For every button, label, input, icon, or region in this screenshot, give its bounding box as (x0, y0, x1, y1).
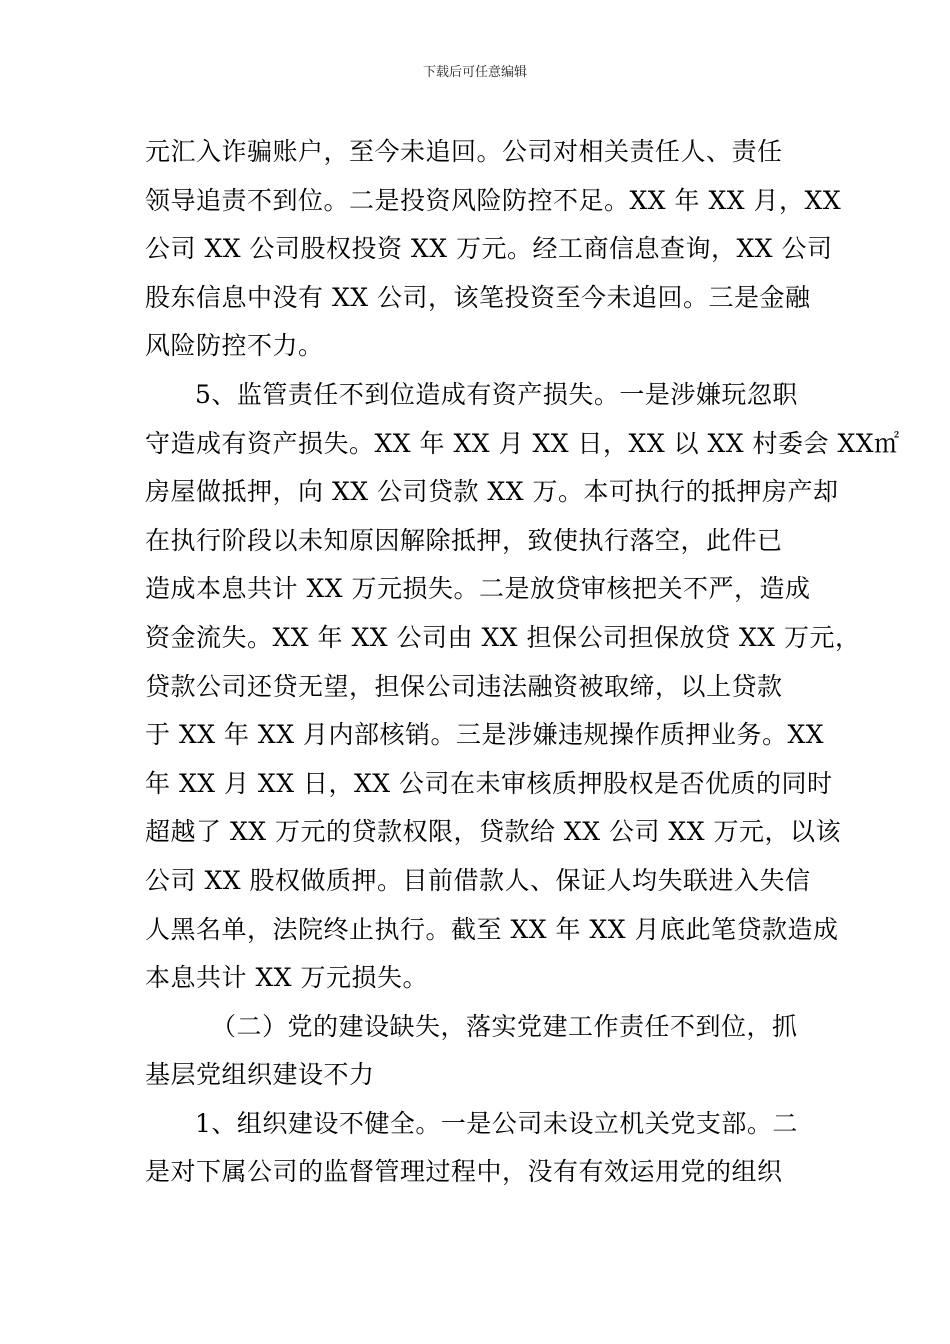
paragraph-supervision-loss (145, 371, 900, 1003)
text-line: 超越了 XX 万元的贷款权限，贷款给 XX 公司 XX 万元，以该 (145, 817, 841, 847)
text-line: 公司 XX 公司股权投资 XX 万元。经工商信息查询，XX 公司 (145, 234, 833, 264)
text-line: 人黑名单，法院终止执行。截至 XX 年 XX 月底此笔贷款造成 (145, 914, 839, 944)
text-line: 5、监管责任不到位造成有资产损失。一是涉嫌玩忽职 (195, 379, 798, 409)
text-line: 贷款公司还贷无望，担保公司违法融资被取缔，以上贷款 (145, 671, 783, 701)
text-line: 房屋做抵押，向 XX 公司贷款 XX 万。本可执行的抵押房产却 (145, 477, 839, 507)
text-line: 领导追责不到位。二是投资风险防控不足。XX 年 XX 月，XX (145, 185, 842, 215)
text-line: 基层党组织建设不力 (145, 1060, 375, 1090)
text-line: 于 XX 年 XX 月内部核销。三是涉嫌违规操作质押业务。XX (145, 720, 825, 750)
paragraph-organization-building (145, 1100, 810, 1197)
text-line: 在执行阶段以未知原因解除抵押，致使执行落空，此件已 (145, 525, 783, 555)
page-header: 下载后可任意编辑 (422, 65, 527, 80)
text-line: 公司 XX 股权做质押。目前借款人、保证人均失联进入失信 (145, 865, 811, 895)
document-body (145, 128, 900, 1197)
text-line: 本息共计 XX 万元损失。 (145, 963, 428, 993)
text-line: 造成本息共计 XX 万元损失。二是放贷审核把关不严，造成 (145, 574, 811, 604)
text-line: 守造成有资产损失。XX 年 XX 月 XX 日，XX 以 XX 村委会 XX㎡ (145, 428, 900, 458)
text-line: 风险防控不力。 (145, 331, 324, 361)
paragraph-investment-risk (145, 128, 842, 371)
text-line: 是对下属公司的监督管理过程中，没有有效运用党的组织 (145, 1157, 783, 1187)
text-line: 资金流失。XX 年 XX 公司由 XX 担保公司担保放贷 XX 万元， (145, 622, 861, 652)
text-line: 1、组织建设不健全。一是公司未设立机关党支部。二 (195, 1108, 798, 1138)
text-line: 元汇入诈骗账户，至今未追回。公司对相关责任人、责任 (145, 137, 783, 166)
section-heading-party-building (145, 1003, 810, 1100)
text-line: （二）党的建设缺失，落实党建工作责任不到位，抓 (211, 1011, 798, 1041)
text-line: 年 XX 月 XX 日，XX 公司在未审核质押股权是否优质的同时 (145, 768, 833, 798)
text-line: 股东信息中没有 XX 公司，该笔投资至今未追回。三是金融 (145, 282, 811, 312)
